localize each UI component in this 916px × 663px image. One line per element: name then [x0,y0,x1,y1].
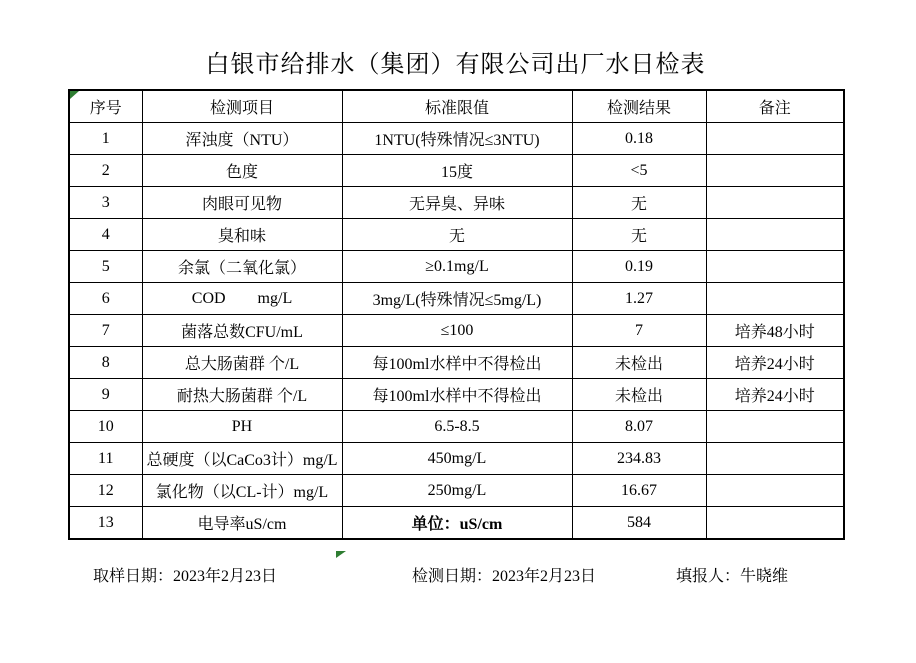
table-row [69,347,844,379]
inspection-table [68,89,845,540]
table-row [69,219,844,251]
cell-row-number: 6 [69,283,142,315]
column-header-no: 序号 [69,90,142,123]
cell-test-item: COD mg/L [142,283,342,315]
table-row [69,443,844,475]
cell-result: 8.07 [572,411,706,443]
cell-test-item: 总大肠菌群 个/L [142,347,342,379]
cell-note [706,219,844,251]
cell-test-item: 臭和味 [142,219,342,251]
cell-limit-value: 每100ml水样中不得检出 [342,347,572,379]
cell-result: 无 [572,187,706,219]
cell-test-item: 电导率uS/cm [142,507,342,540]
cell-limit-value: 450mg/L [342,443,572,475]
cell-note [706,155,844,187]
cell-result: <5 [572,155,706,187]
reporter-label: 填报人：牛晓维 [676,568,789,585]
cell-limit-value: 250mg/L [342,475,572,507]
cell-row-number: 3 [69,187,142,219]
table-row [69,411,844,443]
cell-test-item: 耐热大肠菌群 个/L [142,379,342,411]
table-header-row [69,90,844,123]
cell-result: 16.67 [572,475,706,507]
test-date-label: 检测日期：2023年2月23日 [412,568,597,585]
cell-test-item: 菌落总数CFU/mL [142,315,342,347]
cell-row-number: 4 [69,219,142,251]
cell-limit-value: 6.5-8.5 [342,411,572,443]
cell-row-number: 8 [69,347,142,379]
cell-result: 234.83 [572,443,706,475]
cell-test-item: 色度 [142,155,342,187]
cell-result: 7 [572,315,706,347]
cell-note [706,411,844,443]
cell-result: 未检出 [572,347,706,379]
cell-row-number: 9 [69,379,142,411]
green-bottom-flag-icon [336,551,346,558]
cell-note [706,507,844,540]
table-row [69,187,844,219]
sampling-date-label: 取样日期：2023年2月23日 [93,568,278,585]
cell-result: 1.27 [572,283,706,315]
column-header-limit: 标准限值 [342,90,572,123]
cell-limit-value: 单位：uS/cm [342,507,572,540]
cell-limit-value: 3mg/L(特殊情况≤5mg/L) [342,283,572,315]
table-row [69,155,844,187]
table-row [69,315,844,347]
cell-limit-value: 无 [342,219,572,251]
cell-note [706,123,844,155]
cell-row-number: 13 [69,507,142,540]
cell-test-item: 浑浊度（NTU） [142,123,342,155]
cell-note [706,283,844,315]
table-row [69,283,844,315]
cell-row-number: 5 [69,251,142,283]
cell-limit-value: ≤100 [342,315,572,347]
cell-result: 0.18 [572,123,706,155]
cell-result: 584 [572,507,706,540]
table-row [69,379,844,411]
cell-row-number: 10 [69,411,142,443]
cell-note: 培养24小时 [706,347,844,379]
table-row [69,123,844,155]
cell-limit-value: 每100ml水样中不得检出 [342,379,572,411]
page-title: 白银市给排水（集团）有限公司出厂水日检表 [205,52,706,78]
cell-note: 培养48小时 [706,315,844,347]
cell-note [706,251,844,283]
cell-note [706,443,844,475]
cell-limit-value: ≥0.1mg/L [342,251,572,283]
cell-note [706,475,844,507]
cell-limit-value: 15度 [342,155,572,187]
column-header-result: 检测结果 [572,90,706,123]
table-body [69,123,844,540]
cell-note [706,187,844,219]
cell-limit-value: 无异臭、异味 [342,187,572,219]
cell-result: 0.19 [572,251,706,283]
column-header-note: 备注 [706,90,844,123]
cell-row-number: 7 [69,315,142,347]
cell-test-item: 肉眼可见物 [142,187,342,219]
cell-row-number: 2 [69,155,142,187]
cell-note: 培养24小时 [706,379,844,411]
cell-row-number: 12 [69,475,142,507]
cell-result: 无 [572,219,706,251]
table-row [69,251,844,283]
cell-test-item: 氯化物（以CL-计）mg/L [142,475,342,507]
cell-test-item: 余氯（二氧化氯） [142,251,342,283]
cell-test-item: PH [142,411,342,443]
cell-row-number: 11 [69,443,142,475]
table-row [69,507,844,540]
footer [0,563,916,583]
column-header-item: 检测项目 [142,90,342,123]
cell-test-item: 总硬度（以CaCo3计）mg/L [142,443,342,475]
cell-row-number: 1 [69,123,142,155]
table-row [69,475,844,507]
cell-result: 未检出 [572,379,706,411]
cell-limit-value: 1NTU(特殊情况≤3NTU) [342,123,572,155]
